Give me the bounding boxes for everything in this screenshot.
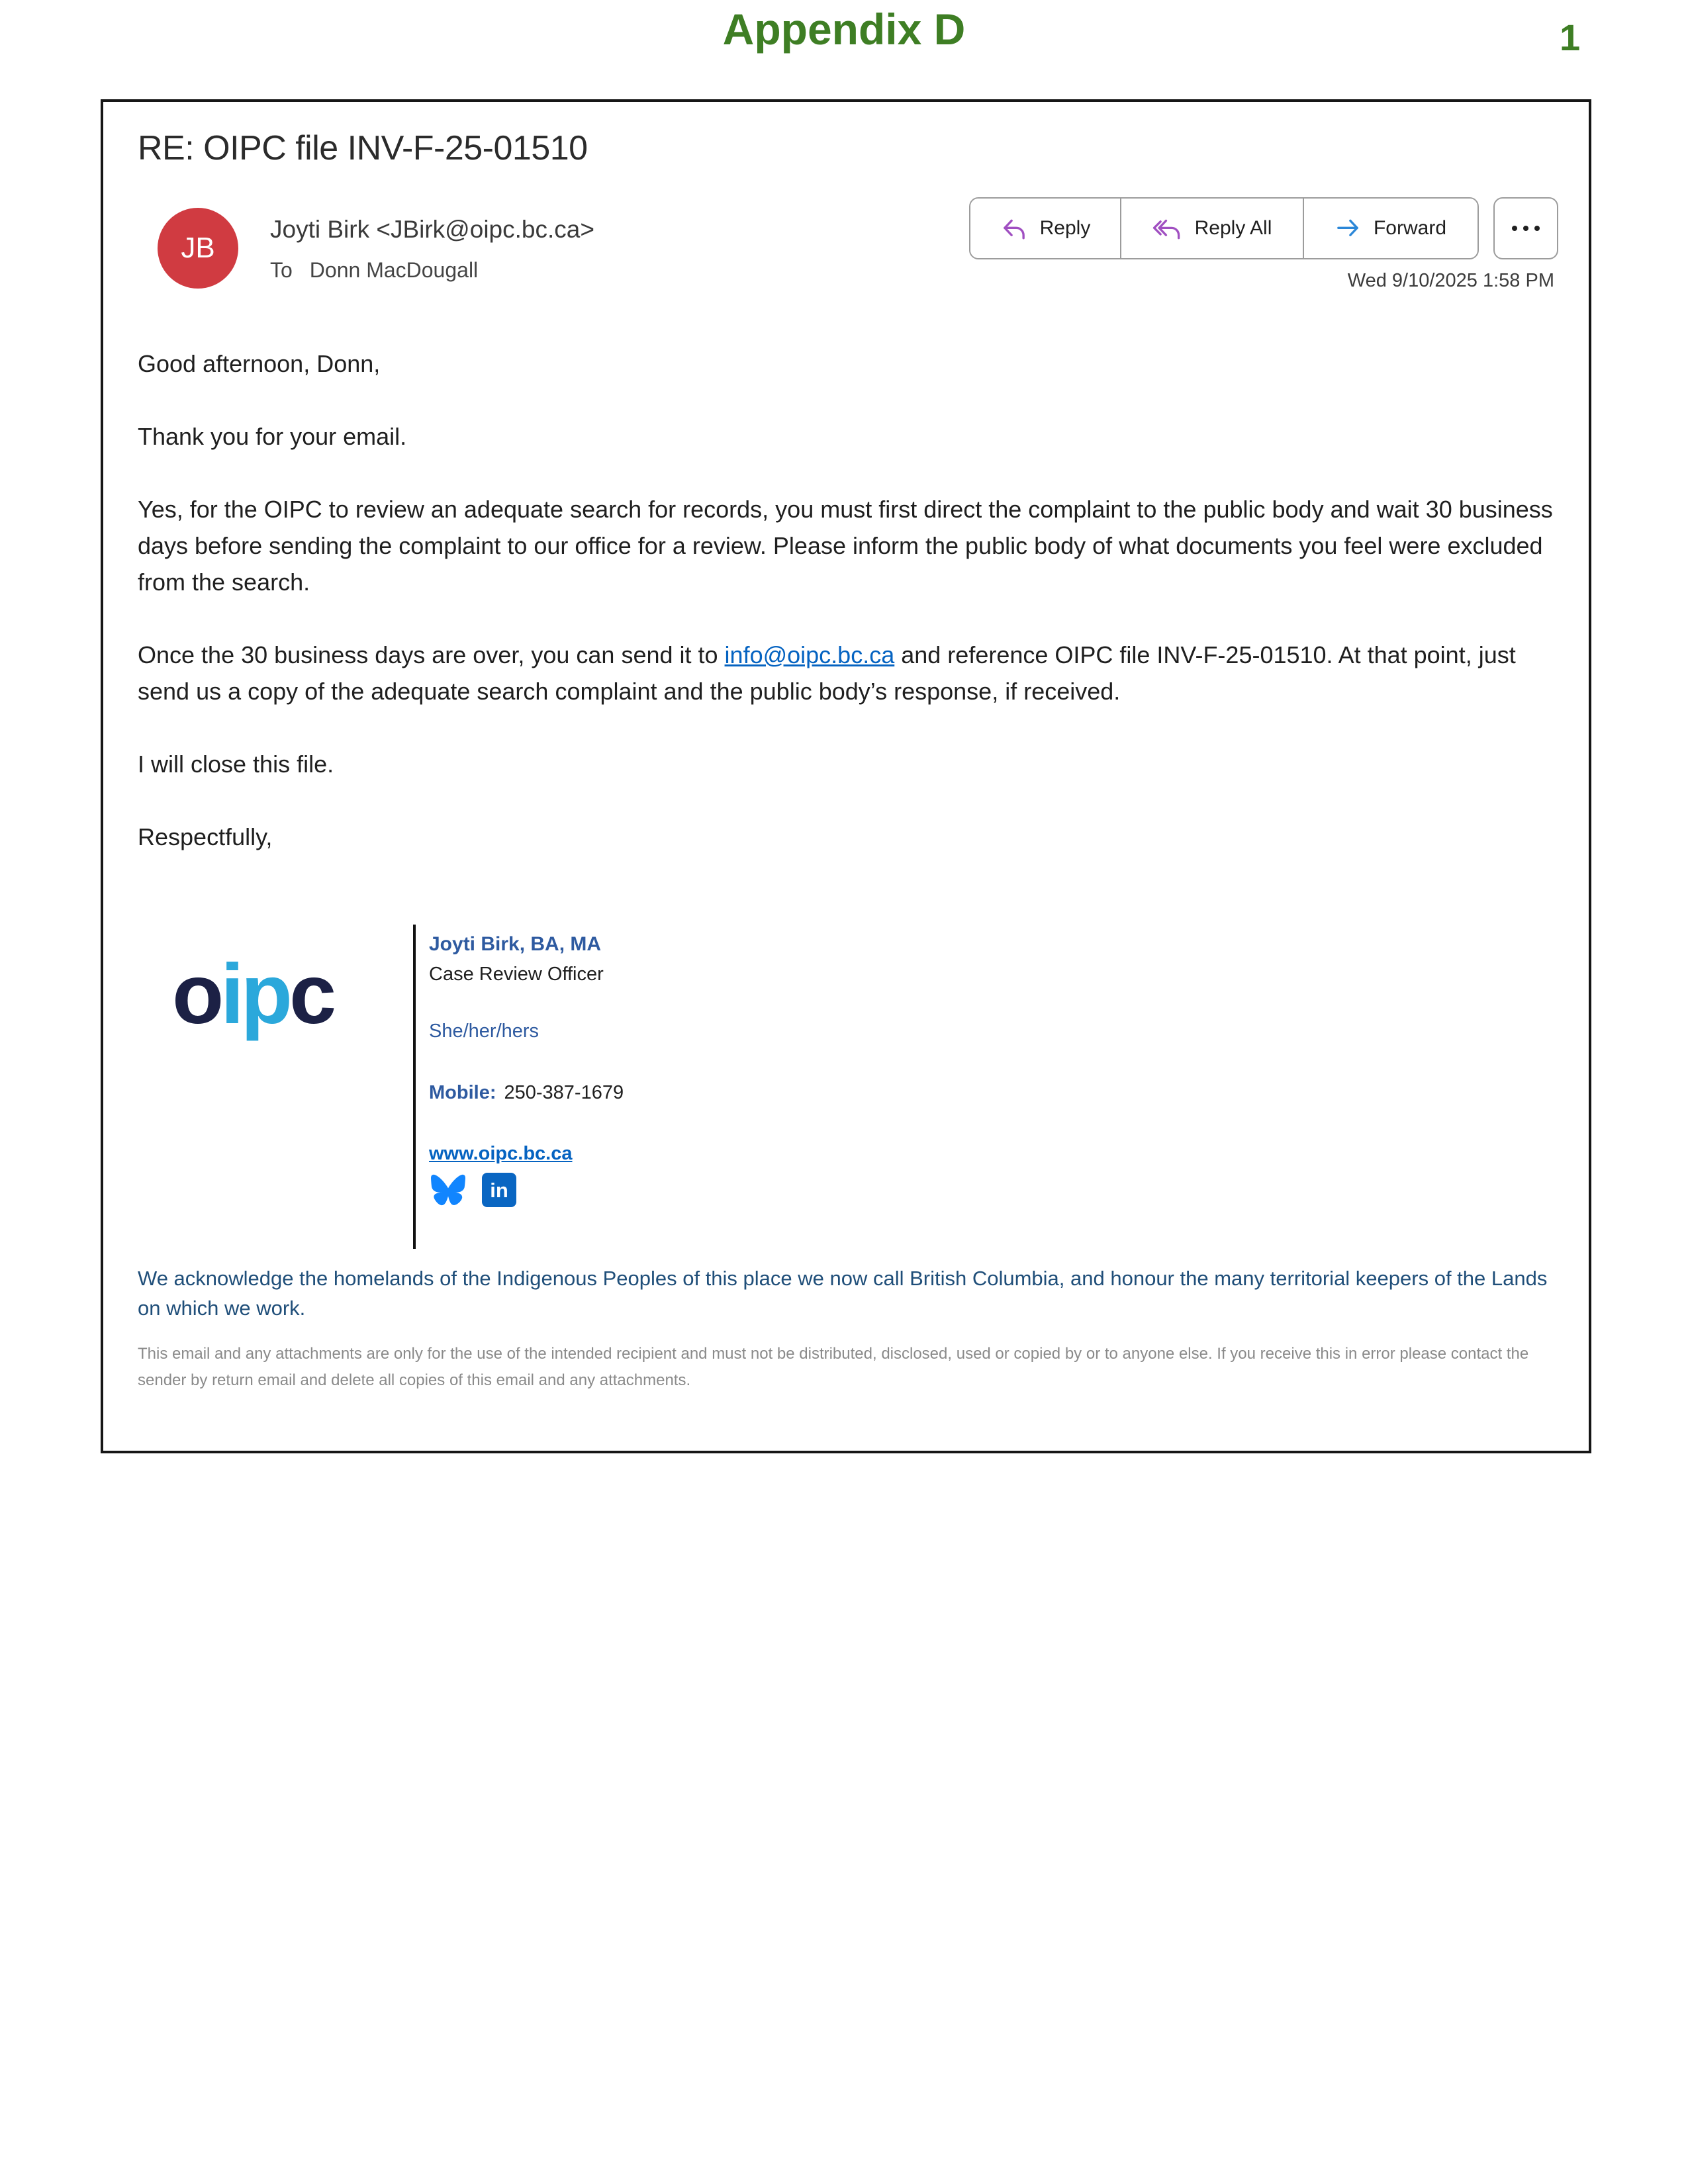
recipient-name[interactable]: Donn MacDougall [309,258,479,282]
signature-job-title: Case Review Officer [429,964,604,985]
signature-mobile [429,1082,624,1104]
oipc-logo [172,947,334,1042]
appendix-title: Appendix D [722,5,966,54]
reply-all-button-label: Reply All [1194,217,1272,239]
forward-button-label: Forward [1373,217,1447,239]
oipc-logo-letter-o: o [172,947,221,1042]
page-number: 1 [1560,17,1581,58]
body-paragraph-review: Yes, for the OIPC to review an adequate search for records, you must first direct the complaint to the public body and wait 30 business days before sending the complaint to our office for a review. Please inform the public body of what documents you feel were excluded from the search. [138,496,1553,596]
mobile-label: Mobile: [429,1082,496,1103]
reply-button[interactable] [970,199,1120,258]
avatar-initials: JB [181,232,215,264]
body-paragraph-close-file: I will close this file. [138,751,334,778]
confidentiality-disclaimer: This email and any attachments are only for the use of the intended recipient and must not be distributed, disclosed, used or copied by or to anyone else. If you receive this in error please contact the sender by return email and delete all copies of this email and any attachments. [138,1345,1529,1389]
avatar[interactable] [158,208,238,289]
recipient-line [270,258,478,283]
signature-pronouns: She/her/hers [429,1021,539,1042]
more-options-button[interactable] [1493,197,1558,259]
body-closing: Respectfully, [138,823,273,850]
reply-all-arrow-icon [1152,216,1183,240]
body-greeting: Good afternoon, Donn, [138,350,381,377]
linkedin-icon[interactable] [482,1173,516,1207]
forward-arrow-icon [1334,216,1362,240]
oipc-logo-letter-i: i [220,947,241,1042]
oipc-logo-letter-c: c [289,947,334,1042]
email-subject: RE: OIPC file INV-F-25-01510 [138,129,588,167]
bluesky-butterfly-icon[interactable] [429,1173,467,1207]
mobile-number: 250-387-1679 [504,1082,624,1103]
body-paragraph-send-pre: Once the 30 business days are over, you can send it to [138,641,725,668]
signature-name: Joyti Birk, BA, MA [429,933,602,955]
email-body [138,345,1561,891]
sender-name[interactable]: Joyti Birk <JBirk@oipc.bc.ca> [270,216,594,243]
body-paragraph-send [138,637,1561,709]
land-acknowledgment: We acknowledge the homelands of the Indigenous Peoples of this place we now call British Columbia, and honour the many territorial keepers of the Lands on which we work. [138,1267,1548,1320]
email-message-frame [101,99,1591,1453]
signature-social-icons [429,1173,516,1207]
body-paragraph-send-post: and reference OIPC file INV-F-25-01510. At that point, just send us a copy of the adequate search complaint and the public body’s response, if received. [138,641,1516,705]
linkedin-glyph: in [490,1178,508,1202]
message-actions-toolbar [969,197,1479,259]
more-options-ellipsis-icon [1512,226,1540,231]
forward-button[interactable] [1303,199,1476,258]
reply-all-button[interactable] [1120,199,1303,258]
email-address-link[interactable]: info@oipc.bc.ca [724,641,895,668]
reply-arrow-icon [1000,216,1028,240]
to-label: To [270,258,293,282]
reply-button-label: Reply [1039,217,1091,239]
oipc-logo-letter-p: p [240,947,289,1042]
message-timestamp: Wed 9/10/2025 1:58 PM [1347,270,1554,291]
website-link[interactable]: www.oipc.bc.ca [429,1143,573,1164]
signature-divider [413,925,416,1249]
body-paragraph-thanks: Thank you for your email. [138,423,407,450]
